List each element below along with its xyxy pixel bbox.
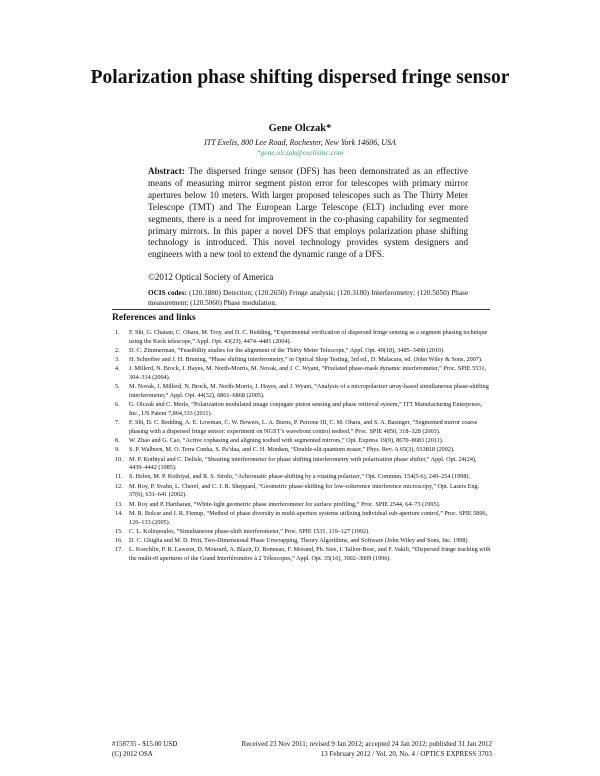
footer-right bbox=[214, 740, 492, 759]
reference-item bbox=[112, 537, 492, 546]
footer-received: Received 23 Nov 2011; revised 9 Jan 2012; accepted 24 Jan 2012; published 31 Jan 2012 bbox=[241, 740, 492, 748]
author-email[interactable]: *gene.olczak@exelisinc.com bbox=[256, 148, 344, 157]
reference-number: 10. bbox=[115, 455, 123, 463]
reference-text: H. Schreiber and J. H. Bruning, “Phase shifting interferometry,” in Optical Shop Testing, 3rd ed., D. Malacara, ed. (John Wiley & Sons, 2007). bbox=[129, 356, 483, 364]
copyright-line: ©2012 Optical Society of America bbox=[148, 272, 274, 282]
reference-item bbox=[112, 483, 492, 500]
reference-text: S. Helen, M. P. Kothiyal, and R. S. Sirohi, “Achromatic phase-shifting by a rotating polarizer,” Opt. Commun. 154(5-6), 249–254 (1998). bbox=[129, 473, 471, 481]
reference-item bbox=[112, 383, 492, 400]
reference-number: 8. bbox=[115, 437, 120, 445]
reference-number: 3. bbox=[115, 356, 120, 364]
reference-number: 15. bbox=[115, 527, 123, 535]
author-name: Gene Olczak* bbox=[268, 123, 332, 134]
ocis-text: (120.1880) Detection; (120.2650) Fringe analysis; (120.3180) Interferometry; (120.5050) Phase measurement; (120.5060) Phase modulation. bbox=[148, 289, 469, 307]
reference-number: 11. bbox=[115, 473, 123, 481]
reference-item bbox=[112, 437, 492, 446]
reference-text: G. Olczak and C. Merle, “Polarization modulated image conjugate piston sensing and phase retrieval system,” ITT Manufacturing Enterprises, Inc., US Patent 7,864,333 (2011). bbox=[129, 401, 483, 417]
reference-text: F. Shi, D. C. Redding, A. E. Lowman, C. W. Bowers, L. A. Burns, P. Petrone III, C. M. Ohara, and S. A. Basinger, “Segmented mirror coarse phasing with a dispersed fringe sensor: experiment on NGST’s wavefront control testbed,” Proc. SPIE 4850, 318–328 (2003). bbox=[129, 419, 478, 435]
abstract-label: Abstract: bbox=[148, 166, 185, 176]
reference-text: C. L. Koliopoulos, “Simultaneous phase-shift interferometer,” Proc. SPIE 1531, 119–127 (1992). bbox=[129, 527, 370, 535]
references-heading: References and links bbox=[112, 313, 196, 323]
reference-text: J. Millerd, N. Brock, J. Hayes, M. North-Morris, M. Novak, and J. C. Wyant, “Pixelated phase-mask dynamic interferometer,” Proc. SPIE 5531, 304–314 (2004). bbox=[129, 365, 487, 382]
footer-copyright: (C) 2012 OSA bbox=[112, 749, 153, 758]
reference-item bbox=[112, 456, 492, 473]
reference-text: F. Shi, G. Chanan, C. Ohara, M. Troy, and D. C. Redding, “Experimental verification of dispersed fringe sensing as a segment phasing technique using the Keck telescope,” Appl. Opt. 43(23), 4474–4481 (2004). bbox=[129, 329, 488, 345]
references-list bbox=[112, 329, 492, 564]
reference-item bbox=[112, 419, 492, 436]
reference-text: S. P. Walborn, M. O. Terra Cunha, S. Pa’dua, and C. H. Monken, “Double-slit quantum eraser,” Phys. Rev. A 65(3), 033818 (2002). bbox=[129, 446, 455, 454]
reference-item bbox=[112, 356, 492, 365]
footer-doc-id: #158735 - $15.00 USD bbox=[112, 740, 178, 748]
reference-item bbox=[112, 501, 492, 510]
reference-item bbox=[112, 473, 492, 482]
reference-number: 17. bbox=[115, 546, 123, 554]
reference-text: M. P. Kothiyal and C. Delisle, “Shearing interferometer for phase shifting interferometry with polarization phase shifter,” Appl. Opt. 24(24), 4439–4442 (1985). bbox=[129, 455, 477, 472]
reference-number: 16. bbox=[115, 537, 123, 544]
reference-text: W. Zhao and G. Cao, “Active cophasing and aligning testbed with segmented mirrors,” Opt. Express 19(9), 8670–8683 (2011). bbox=[129, 437, 444, 445]
reference-item bbox=[112, 446, 492, 455]
reference-number: 4. bbox=[115, 365, 120, 373]
reference-text: D. C. Ghiglia and M. D. Pritt, Two-Dimensional Phase Unwrapping, Theory Algorithms, and Software (John Wiley and Sons, Inc. 1998) bbox=[129, 537, 468, 544]
author-affiliation: ITT Exelis, 800 Lee Road, Rochester, New York 14606, USA bbox=[204, 138, 396, 147]
reference-text: L. Koechlin, P. R. Lawson, D. Mourard, A. Blazit, D. Bonneau, F. Morand, Ph. Stee, I. Tallon-Bosc, and F. Vakili, “Dispersed fringe tracking with the multi-r0 apertures of the Grand Interféromètre à 2 Télescopes,” Appl. Opt. 35(16), 3002–3009 (1996). bbox=[129, 546, 491, 562]
reference-number: 9. bbox=[115, 446, 120, 454]
reference-item bbox=[112, 528, 492, 537]
reference-text: M. Roy, P. Svahn, L. Cherel, and C. J. R. Sheppard, “Geometric phase-shifting for low-coherence interference microscopy,” Opt. Lasers Eng. 37(6), 631–641 (2002). bbox=[129, 482, 480, 499]
reference-number: 13. bbox=[115, 500, 123, 508]
abstract-text: The dispersed fringe sensor (DFS) has been demonstrated as an effective means of measuring mirror segment piston error for telescopes with primary mirror apertures below 10 meters. With larger proposed telescopes such as The Thirty Meter Telescope (TMT) and The European Large Telescope (ELT) including ever more segments, there is a need for improvement in the co-phasing capability for segmented primary mirrors. In this paper a novel DFS that employs polarization phase shifting technology is introduced. This novel technology provides system designers and engineers with a new tool to extend the dynamic range of a DFS. bbox=[148, 166, 469, 260]
reference-number: 14. bbox=[115, 509, 123, 517]
footer-journal: 13 February 2012 / Vol. 20, No. 4 / OPTICS EXPRESS 3703 bbox=[320, 749, 492, 758]
reference-item bbox=[112, 510, 492, 527]
ocis-label: OCIS codes: bbox=[148, 289, 187, 297]
ocis-codes bbox=[148, 288, 468, 308]
reference-item bbox=[112, 365, 492, 382]
reference-number: 7. bbox=[115, 419, 120, 427]
reference-text: D. C. Zimmerman, “Feasibility studies for the alignment of the Thirty Meter Telescope,” Appl. Opt. 49(18), 3485–3498 (2010). bbox=[129, 346, 445, 354]
reference-item bbox=[112, 546, 492, 563]
footer-left bbox=[112, 740, 177, 759]
reference-text: M. Roy and P. Hariharan, “White-light geometric phase interferometer for surface profiling,” Proc. SPIE 2544, 64–73 (1995). bbox=[129, 500, 441, 508]
reference-text: M. Novak, J. Millerd, N. Brock, M. North-Morris, J. Hayes, and J. Wyant, “Analysis of a micropolarizer array-based simultaneous phase-shifting interferometer,” Appl. Opt. 44(32), 6861–6868 (2005). bbox=[129, 383, 489, 399]
abstract bbox=[148, 166, 468, 261]
reference-item bbox=[112, 401, 492, 418]
reference-item bbox=[112, 329, 492, 346]
reference-number: 6. bbox=[115, 401, 120, 409]
reference-item bbox=[112, 347, 492, 356]
reference-number: 2. bbox=[115, 346, 120, 354]
section-divider bbox=[112, 309, 490, 310]
reference-text: M. R. Bolcar and J. R. Fienup, “Method of phase diversity in multi-aperture systems utilizing individual sub-aperture control,” Proc. SPIE 5896, 126–133 (2005). bbox=[129, 509, 488, 526]
paper-title: Polarization phase shifting dispersed fringe sensor bbox=[90, 67, 510, 88]
reference-number: 5. bbox=[115, 383, 120, 391]
reference-number: 12. bbox=[115, 482, 123, 490]
reference-number: 1. bbox=[115, 329, 120, 336]
